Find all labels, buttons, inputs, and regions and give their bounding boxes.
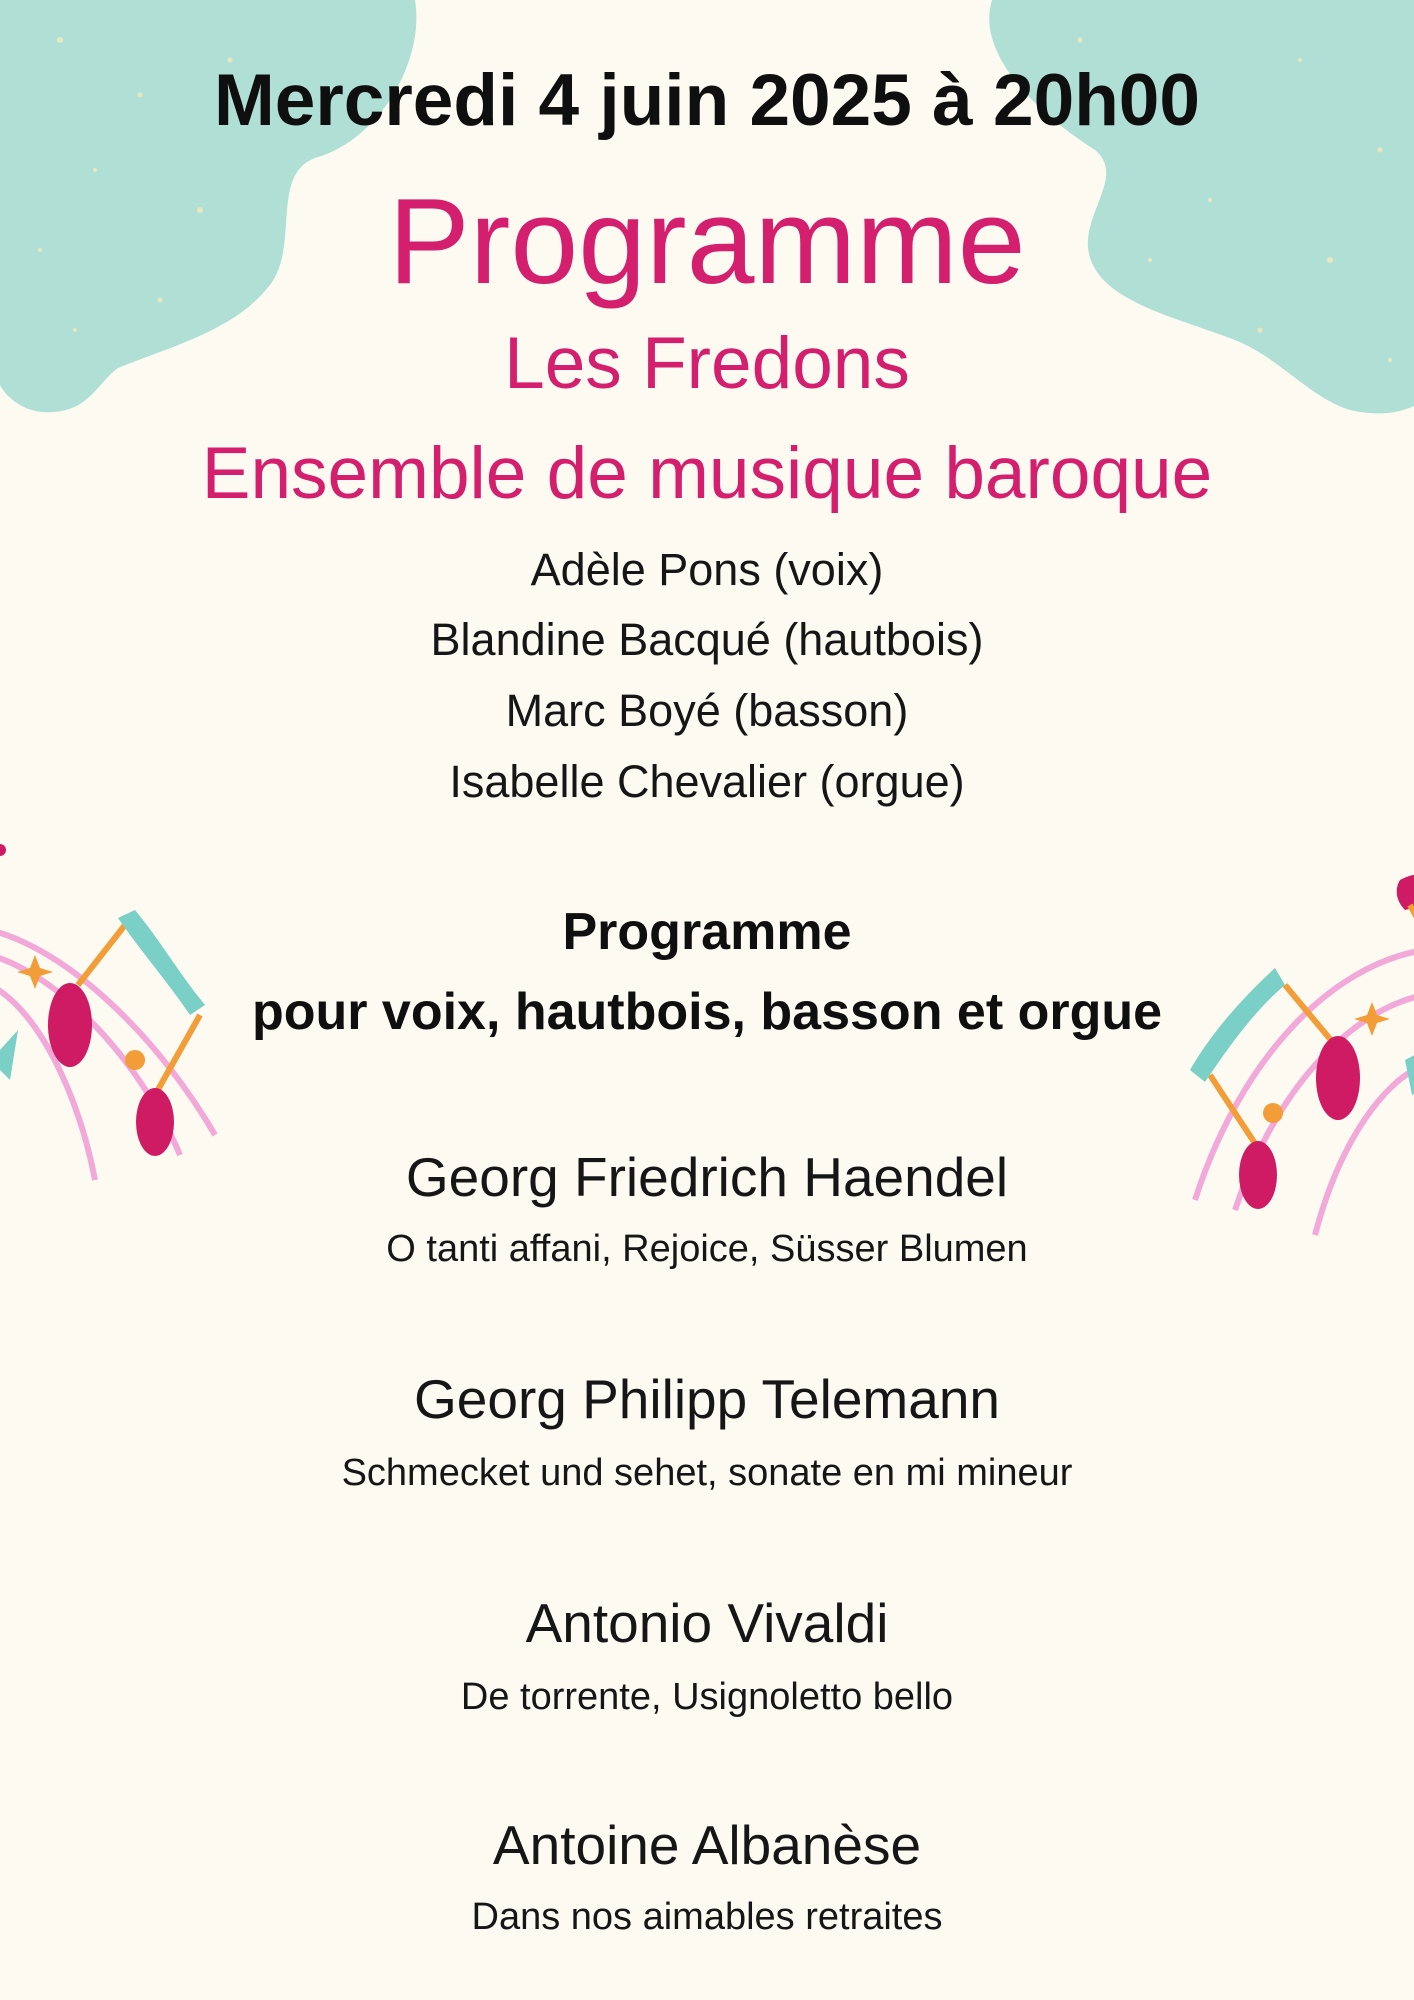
musician-organ: Isabelle Chevalier (orgue): [449, 756, 965, 807]
poster-title: Programme: [388, 173, 1026, 309]
composer-name: Antonio Vivaldi: [525, 1592, 889, 1654]
ensemble-name: Les Fredons: [504, 323, 910, 404]
program-subheading: pour voix, hautbois, basson et orgue: [251, 983, 1163, 1041]
musician-voice: Adèle Pons (voix): [530, 544, 884, 595]
composer-works: Schmecket und sehet, sonate en mi mineur: [341, 1452, 1073, 1494]
ensemble-type: Ensemble de musique baroque: [201, 433, 1213, 514]
composer-works: De torrente, Usignoletto bello: [460, 1676, 954, 1718]
composer-name: Georg Friedrich Haendel: [405, 1146, 1009, 1208]
composer-works: Dans nos aimables retraites: [471, 1896, 943, 1938]
event-date: Mercredi 4 juin 2025 à 20h00: [213, 60, 1201, 141]
musician-oboe: Blandine Bacqué (hautbois): [430, 614, 984, 665]
composer-works: O tanti affani, Rejoice, Süsser Blumen: [386, 1228, 1028, 1270]
composer-name: Antoine Albanèse: [492, 1814, 922, 1876]
musician-bassoon: Marc Boyé (basson): [505, 685, 909, 736]
program-heading: Programme: [562, 903, 852, 961]
composer-name: Georg Philipp Telemann: [413, 1368, 1000, 1430]
